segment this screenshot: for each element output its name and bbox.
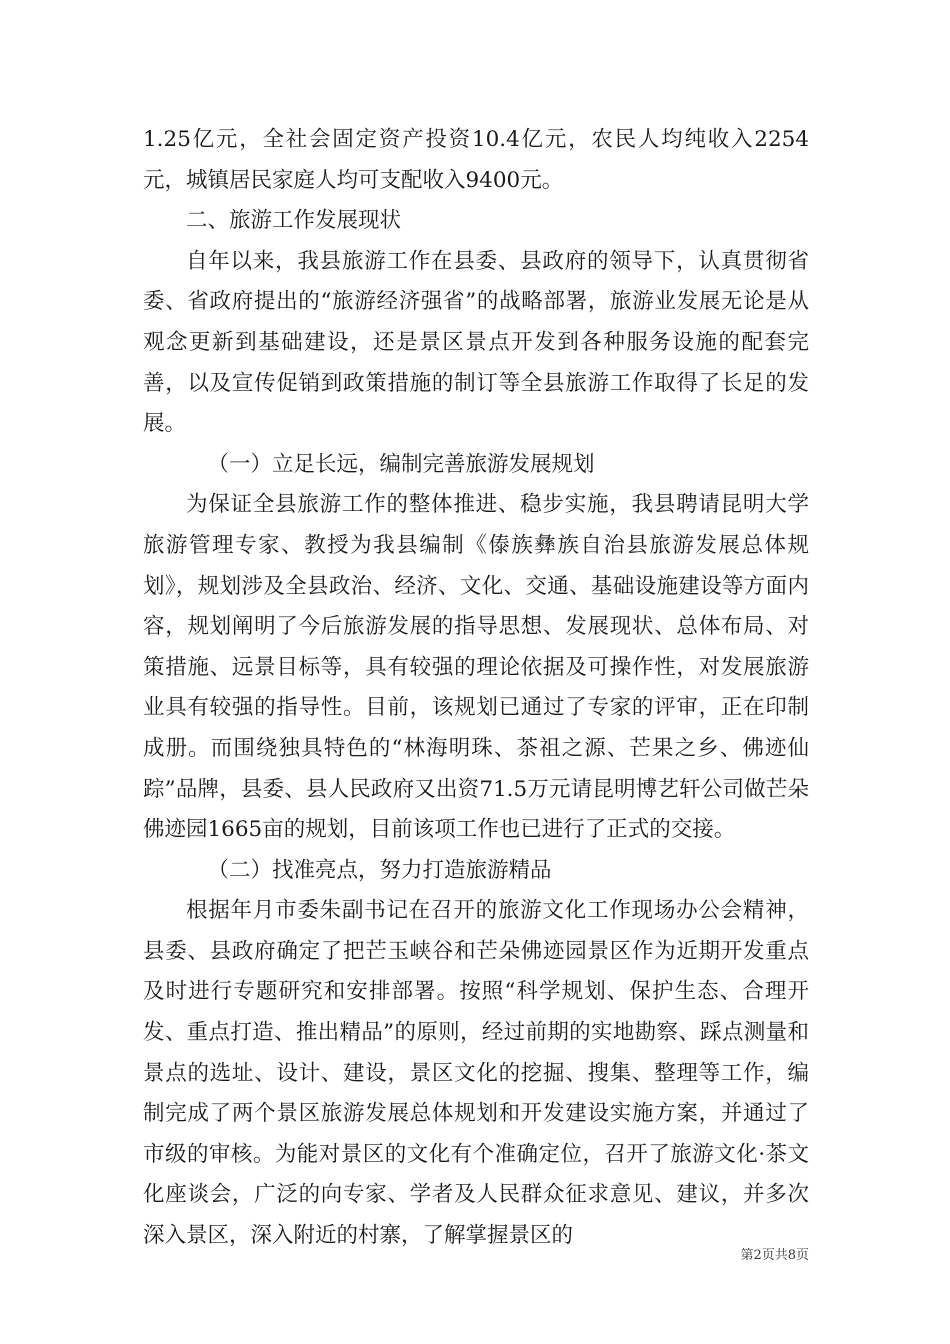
subheading-highlights: （二）找准亮点，努力打造旅游精品 [207,857,552,883]
paragraph-tourism-overview: 自年以来，我县旅游工作在县委、县政府的领导下，认真贯彻省委、省政府提出的“旅游经济强省”的战略部署，旅游业发展无论是从观念更新到基础建设，还是景区景点开发到各种服务设施的配套完善，以及宣传促销到政策措施的制订等全县旅游工作取得了长足的发展。 [143,248,809,437]
subheading-planning: （一）立足长远，编制完善旅游发展规划 [207,451,595,477]
paragraph-planning: 为保证全县旅游工作的整体推进、稳步实施，我县聘请昆明大学旅游管理专家、教授为我县编制《傣族彝族自治县旅游发展总体规划》，规划涉及全县政治、经济、文化、交通、基础设施建设等方面内容，规划阐明了今后旅游发展的指导思想、发展现状、总体布局、对策措施、远景目标等，具有较强的理论依据及可操作性，对发展旅游业具有较强的指导性。目前，该规划已通过了专家的评审，正在印制成册。而围绕独具特色的“林海明珠、茶祖之源、芒果之乡、佛迹仙踪”品牌，县委、县人民政府又出资71.5万元请昆明博艺轩公司做芒朵佛迹园1665亩的规划，目前该项工作也已进行了正式的交接。 [143,492,809,843]
paragraph-economic-figures: 1.25亿元，全社会固定资产投资10.4亿元，农民人均纯收入2254元，城镇居民家庭人均可支配收入9400元。 [143,127,809,193]
page-number-footer: 第2页共8页 [740,1248,809,1263]
paragraph-highlights: 根据年月市委朱副书记在召开的旅游文化工作现场办公会精神，县委、县政府确定了把芒玉峡谷和芒朵佛迹园景区作为近期开发重点及时进行专题研究和安排部署。按照“科学规划、保护生态、合理开发、重点打造、推出精品”的原则，经过前期的实地勘察、踩点测量和景点的选址、设计、建设，景区文化的挖掘、搜集、整理等工作，编制完成了两个景区旅游发展总体规划和开发建设实施方案，并通过了市级的审核。为能对景区的文化有个准确定位，召开了旅游文化·茶文化座谈会，广泛的向专家、学者及人民群众征求意见、建议，并多次深入景区，深入附近的村寨，了解掌握景区的 [143,898,809,1249]
section-heading-tourism-status: 二、旅游工作发展现状 [186,208,402,234]
document-body [143,120,809,1257]
